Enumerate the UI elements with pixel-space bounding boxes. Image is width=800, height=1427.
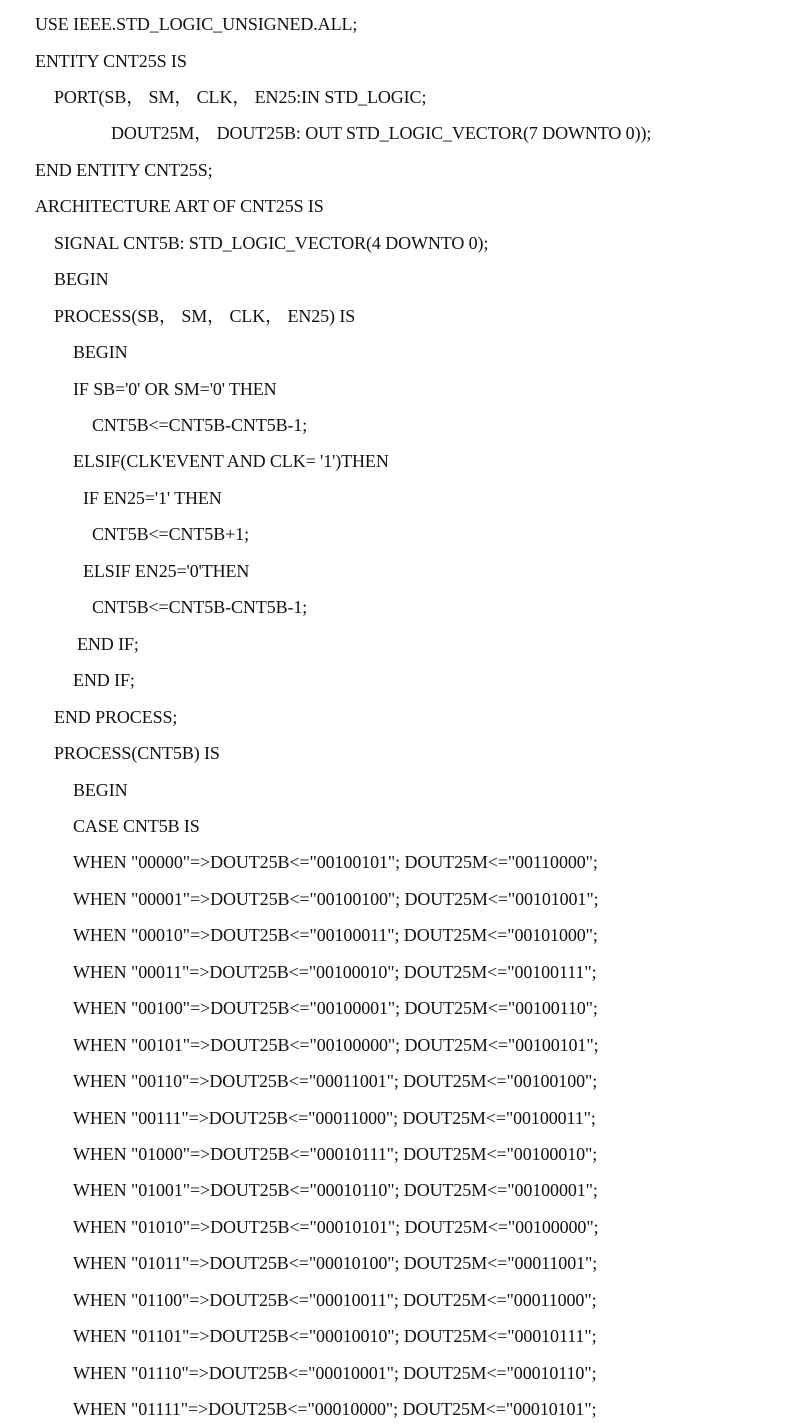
code-line: END IF;	[77, 633, 139, 654]
code-line: ELSIF EN25='0'THEN	[83, 560, 250, 581]
code-line: WHEN "00100"=>DOUT25B<="00100001"; DOUT25M<="00100110";	[73, 998, 598, 1019]
code-line: WHEN "01001"=>DOUT25B<="00010110"; DOUT25M<="00100001";	[73, 1180, 598, 1201]
code-line: ARCHITECTURE ART OF CNT25S IS	[35, 196, 324, 217]
code-line: END PROCESS;	[54, 706, 178, 727]
code-line: ELSIF(CLK'EVENT AND CLK= '1')THEN	[73, 451, 389, 472]
code-line: IF SB='0' OR SM='0' THEN	[73, 378, 277, 399]
code-line: USE IEEE.STD_LOGIC_UNSIGNED.ALL;	[35, 14, 358, 34]
code-line: PROCESS(SB， SM， CLK， EN25) IS	[54, 305, 356, 326]
code-line: WHEN "00000"=>DOUT25B<="00100101"; DOUT25M<="00110000";	[73, 852, 598, 873]
code-line: WHEN "00111"=>DOUT25B<="00011000"; DOUT25M<="00100011";	[73, 1107, 596, 1128]
code-line: CNT5B<=CNT5B-CNT5B-1;	[92, 597, 308, 618]
code-line: BEGIN	[73, 779, 128, 800]
code-line: BEGIN	[73, 342, 128, 363]
code-line: PROCESS(CNT5B) IS	[54, 743, 220, 763]
code-line: CNT5B<=CNT5B-CNT5B-1;	[92, 415, 308, 435]
code-line: END ENTITY CNT25S;	[35, 159, 213, 180]
code-line: WHEN "01101"=>DOUT25B<="00010010"; DOUT25M<="00010111";	[73, 1326, 597, 1347]
code-line: WHEN "00010"=>DOUT25B<="00100011"; DOUT25M<="00101000";	[73, 925, 598, 946]
code-line: WHEN "01111"=>DOUT25B<="00010000"; DOUT25M<="00010101";	[73, 1399, 597, 1420]
code-line: WHEN "01010"=>DOUT25B<="00010101"; DOUT25M<="00100000";	[73, 1216, 599, 1237]
code-line: WHEN "00101"=>DOUT25B<="00100000"; DOUT25M<="00100101";	[73, 1034, 599, 1055]
code-line: WHEN "00001"=>DOUT25B<="00100100"; DOUT25M<="00101001";	[73, 888, 599, 909]
code-line: BEGIN	[54, 269, 109, 290]
code-line: IF EN25='1' THEN	[83, 487, 222, 508]
code-line: WHEN "01000"=>DOUT25B<="00010111"; DOUT25M<="00100010";	[73, 1144, 598, 1164]
code-line: WHEN "00110"=>DOUT25B<="00011001"; DOUT25M<="00100100";	[73, 1071, 598, 1092]
code-line: END IF;	[73, 670, 135, 691]
code-line: PORT(SB， SM， CLK， EN25:IN STD_LOGIC;	[54, 86, 427, 107]
code-line: CNT5B<=CNT5B+1;	[92, 524, 249, 545]
code-line: WHEN "00011"=>DOUT25B<="00100010"; DOUT25M<="00100111";	[73, 961, 597, 982]
code-line: WHEN "01100"=>DOUT25B<="00010011"; DOUT25M<="00011000";	[73, 1289, 597, 1310]
code-line: ENTITY CNT25S IS	[35, 50, 187, 71]
code-line: WHEN "01110"=>DOUT25B<="00010001"; DOUT25M<="00010110";	[73, 1362, 597, 1383]
code-line: DOUT25M， DOUT25B: OUT STD_LOGIC_VECTOR(7 DOWNTO 0));	[111, 123, 652, 144]
code-line: WHEN "01011"=>DOUT25B<="00010100"; DOUT25M<="00011001";	[73, 1253, 598, 1274]
code-line: CASE CNT5B IS	[73, 815, 200, 836]
code-line: SIGNAL CNT5B: STD_LOGIC_VECTOR(4 DOWNTO 0);	[54, 232, 489, 253]
